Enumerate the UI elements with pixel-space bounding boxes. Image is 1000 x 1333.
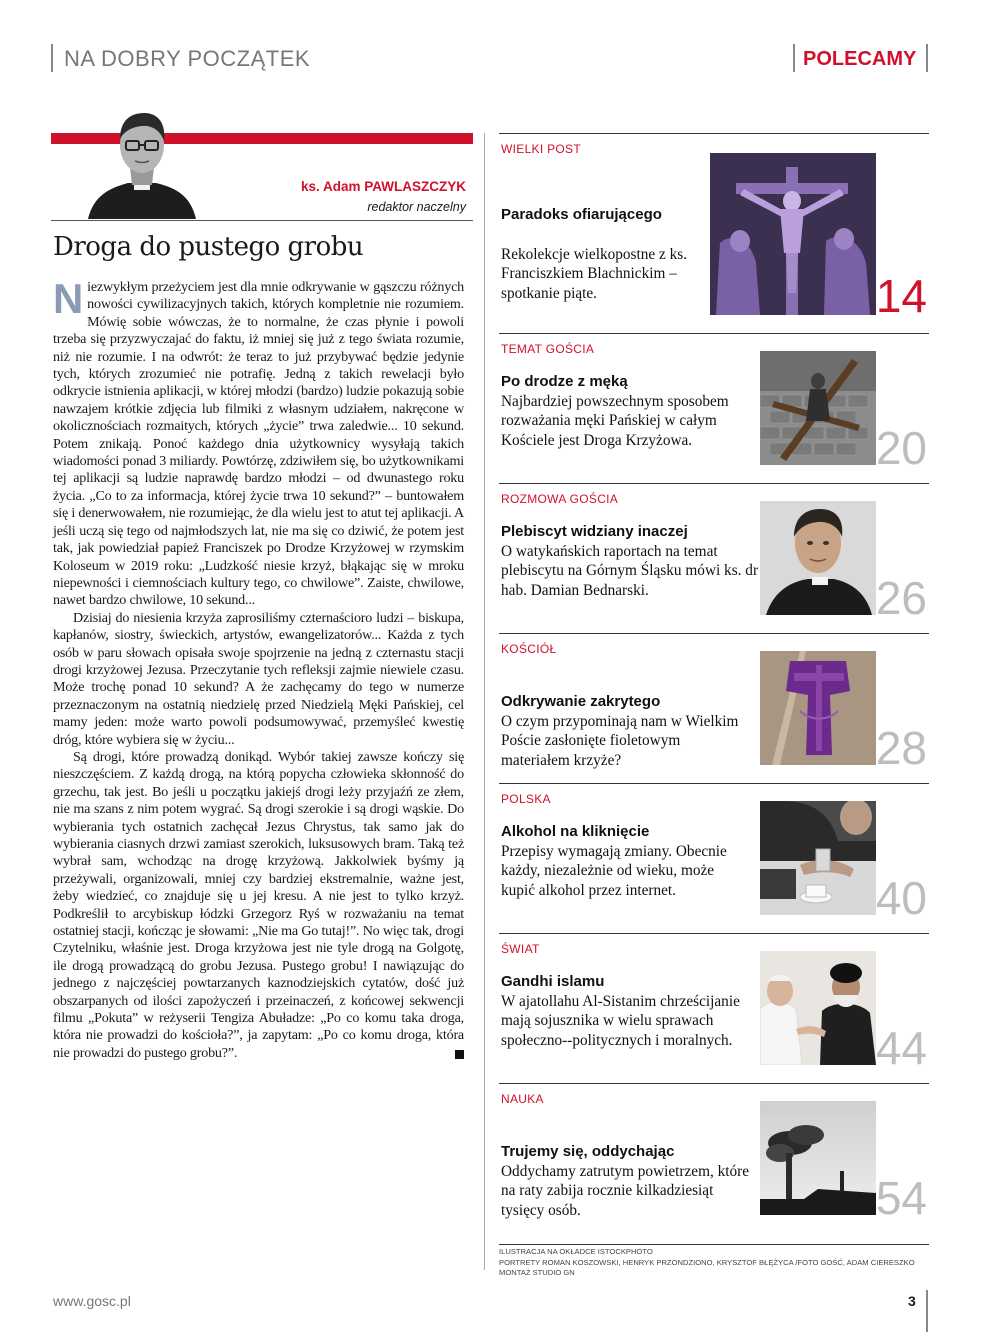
laptop-drink-image — [760, 801, 876, 915]
article-paragraph-text: Są drogi, które prowadzą donikąd. Wybór takiej zawsze kończy się nieszczęściem. Z każdą drogą, na którą popycha człowieka skłonność do grzechu, tak jest. Bo jeśli u początku jakiejś drogi leży przyjaźń ze złem, nie ma szans z nim potem wygrać. Są drogi szerokie i są drogi wąskie. Do wybierania tych ostatnich zachęcał Jezus Chrystus, tak samo jak do wybierania ciasnych drzwi zamiast szerokich, luksusowych bram. Taką też wybrał sam, wchodząc na drogę krzyżową. Jakkolwiek byśmy ją przeżywali, organizowali, mniej czy bardziej ekstremalnie, ważne jest, żeby wiedzieć, co znajduje się u jej kresu. A nie jest to tylko krzyż. Podkreślił to arcybiskup łódzki Grzegorz Ryś w rozważaniu na temat ostatniej stacji, kończąc je słowami: „Nie ma Go tutaj!”. No więc tak, drogi Czytelniku, właśnie jest. Droga krzyżowa jest nie tyle drogą na Golgotę, ile drogą prowadzącą do grobu Jezusa. Pustego grobu! I nawiązując do jednego z najczęściej powtarzanych kaznodziejskich cytatów, dość już obszarpanych od ilości zapożyczeń i przeinaczeń, z końcowej sekwencji filmu „Pokuta” w reżyserii Tengiza Abuładze: „Po co komu taka droga, która nie prowadzi do kościoła?”, ja zapytam: „Po co komu droga, która nie prowadzi do pustego grobu?”. — [53, 748, 464, 1061]
cross-carrier-image — [760, 351, 876, 465]
section-title: NA DOBRY POCZĄTEK — [64, 46, 311, 71]
section-rule — [499, 333, 929, 334]
section-headline: Gandhi islamu — [501, 973, 605, 990]
section-rule — [499, 1083, 929, 1084]
article-paragraph — [53, 275, 464, 610]
article-title: Droga do pustego grobu — [53, 232, 364, 262]
section-label: NAUKA — [501, 1092, 544, 1106]
recommendation-item[interactable] — [499, 133, 929, 333]
page-reference: 14 — [875, 270, 927, 322]
section-rule — [499, 483, 929, 484]
recommendation-item[interactable] — [499, 783, 929, 933]
article-body — [53, 275, 464, 1062]
section-headline: Po drodze z męką — [501, 373, 628, 390]
header-divider-right — [793, 44, 795, 72]
drop-cap: N — [53, 275, 84, 322]
section-label: POLSKA — [501, 792, 551, 806]
credits-rule — [499, 1244, 929, 1245]
section-rule — [499, 783, 929, 784]
column-divider — [484, 133, 485, 1270]
recommendation-item[interactable] — [499, 483, 929, 633]
author-photo — [80, 101, 203, 219]
page-reference: 44 — [875, 1022, 927, 1074]
page-reference: 20 — [875, 422, 927, 474]
section-text: O watykańskich raportach na temat plebiscytu na Górnym Śląsku mówi ks. dr hab. Damian Bednarski. — [501, 543, 759, 599]
section-text: Rekolekcje wielkopostne z ks. Franciszkiem Blachnickim – spotkanie piąte. — [501, 246, 688, 302]
recommendation-item[interactable] — [499, 333, 929, 483]
recommendation-item[interactable] — [499, 1083, 929, 1233]
page-reference: 26 — [875, 572, 927, 624]
smog-image — [760, 1101, 876, 1215]
section-label: ROZMOWA GOŚCIA — [501, 492, 619, 506]
section-rule — [499, 933, 929, 934]
recommendation-item[interactable] — [499, 633, 929, 783]
recommendation-item[interactable] — [499, 933, 929, 1083]
crucifix-image — [710, 153, 876, 315]
credits-line: MONTAŻ STUDIO GN — [499, 1268, 575, 1277]
section-text: O czym przypominają nam w Wielkim Poście zasłonięte fioletowym materiałem krzyże? — [501, 713, 739, 769]
article-paragraph-text: iezwykłym przeżyciem jest dla mnie odkrywanie w gąszczu różnych nowości cywilizacyjnych takich, których kompletnie nie rozumiem. Mówię sobie wówczas, że to normalne, że czas płynie i powoli trzeba się przyzwyczajać do faktu, iż mniej się już z tego świata rozumie, niż nie rozumie. I na odwrót: że teraz to już przybywać będzie jedynie tych, których zrozumieć nie potrafię. Jedną z takich rewelacji było odkrycie istnienia aplikacji, w której młodzi (bardzo) ludzie pokazują sobie nawzajem krótkie zdjęcia lub filmiki z własnym udziałem, nakręcone w okolicznościach rozmaitych, których „życie” trwa zaledwie... 10 sekund. Potem znikają. Ponoć każdego dnia użytkownicy wysyłają takich wiadomości ponad 3 miliardy. Powtórzę, zdziwiłem się, bo użytkownikami tej aplikacji są ludzie naprawdę bardzo młodzi – od dwunastego roku życia. „Co to za informacja, której życie trwa 10 sekund?” – buntowałem się i denerwowałem, nie rozumiejąc, że dla wielu jest to atut tej aplikacji. A jeśli uczą się tego od najmłodszych lat, nie ma się co dziwić, że potem jest tak, jak powiedział papież Franciszek po Drodze Krzyżowej w rzymskim Koloseum w 2019 roku: „Ludzkość niesie krzyż, błąkając się w mroku niepewności i ciemnościach kultury tego, co chwilowe”. Zaiste, chwilowe, nawet bardzo chwilowe, 10 sekund... — [53, 279, 464, 609]
section-text: Przepisy wymagają zmiany. Obecnie każdy, niezależnie od wieku, może kupić alkohol przez internet. — [501, 843, 727, 899]
section-label: ŚWIAT — [501, 942, 540, 956]
section-label: TEMAT GOŚCIA — [501, 342, 595, 356]
photo-credits — [499, 1244, 929, 1279]
author-name: ks. Adam PAWLASZCZYK — [300, 179, 466, 194]
author-rule — [51, 220, 473, 221]
section-rule — [499, 633, 929, 634]
section-rule — [499, 133, 929, 134]
section-label: KOŚCIÓŁ — [501, 642, 557, 656]
header-divider-left — [51, 44, 53, 72]
footer-divider — [926, 1290, 928, 1332]
page-reference: 40 — [875, 872, 927, 924]
section-headline: Odkrywanie zakrytego — [501, 693, 661, 710]
section-text: Oddychamy zatrutym powietrzem, które na raty zabija rocznie kilkadziesiąt tysięcy osób. — [501, 1163, 750, 1219]
section-headline: Paradoks ofiarującego — [501, 206, 662, 223]
section-text: Najbardziej powszechnym sposobem rozważania męki Pańskiej w całym Kościele jest Droga Krzyżowa. — [501, 393, 729, 449]
section-label: WIELKI POST — [501, 142, 581, 156]
author-role: redaktor naczelny — [367, 200, 466, 214]
veiled-cross-image — [760, 651, 876, 765]
end-mark-icon — [455, 1050, 464, 1059]
article-paragraph: Dzisiaj do niesienia krzyża zaprosiliśmy czternaścioro ludzi – biskupa, kapłanów, siostry, świeckich, artystów, ewangelizatorów... Każda z tych osób w paru słowach opisała swoje spojrzenie na jedną z czternastu stacji drogi krzyżowej Jezusa. Przeczytanie tych refleksji zajmie niewiele czasu. Może trochę ponad 10 sekund? A że zachęcamy do tego w numerze przeznaczonym na ostatnią niedzielę przed Niedzielą Męki Pańskiej, cel mamy jeden: może warto powoli podsumowywać, przemyśleć kwestię dróg, które wybiera się w życiu... — [53, 609, 464, 748]
website-link[interactable]: www.gosc.pl — [53, 1293, 131, 1309]
section-headline: Trujemy się, oddychając — [501, 1143, 675, 1160]
section-text: W ajatollahu Al-Sistanim chrześcijanie mają sojusznika w wielu sprawach społeczno--politycznych i moralnych. — [501, 993, 740, 1049]
article-paragraph — [53, 749, 464, 1062]
page-reference: 54 — [875, 1172, 927, 1224]
section-headline: Alkohol na kliknięcie — [501, 823, 650, 840]
recommend-title: POLECAMY — [803, 48, 917, 70]
page-number: 3 — [908, 1293, 916, 1309]
header-divider-right-end — [926, 44, 928, 72]
credits-line: ILUSTRACJA NA OKŁADCE ISTOCKPHOTO — [499, 1247, 653, 1256]
page-reference: 28 — [875, 722, 927, 774]
priest-portrait-image — [760, 501, 876, 615]
pope-meeting-image — [760, 951, 876, 1065]
section-headline: Plebiscyt widziany inaczej — [501, 523, 688, 540]
credits-line: PORTRETY ROMAN KOSZOWSKI, HENRYK PRZONDZIONO, KRYSZTOF BŁĘŻYCA /FOTO GOŚĆ, ADAM CIERESZKO — [499, 1257, 915, 1267]
